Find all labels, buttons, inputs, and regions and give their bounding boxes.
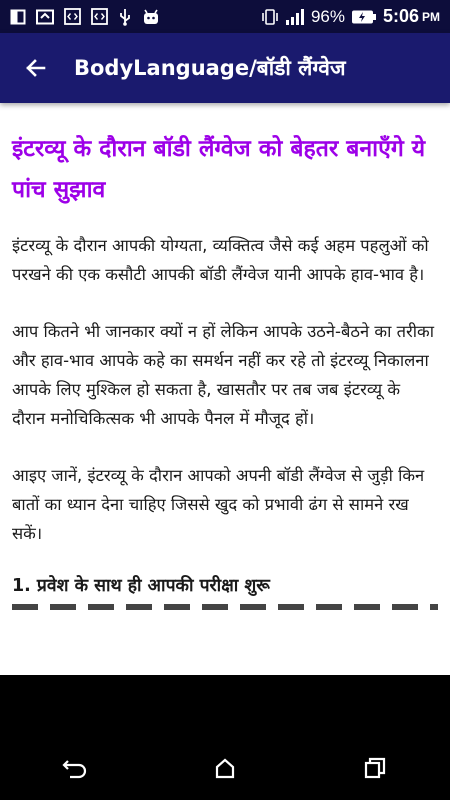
system-status (261, 6, 440, 27)
navigation-bar (0, 735, 450, 800)
article-paragraph: इंटरव्यू के दौरान आपकी योग्यता, व्यक्तित्व जैसे कई अहम पहलुओं को परखने की एक कसौटी आपकी बॉडी लैंग्वेज यानी आपके हाव-भाव है। (12, 236, 429, 284)
signal-icon (285, 9, 305, 25)
article-paragraph: आइए जानें, इंटरव्यू के दौरान आपको अपनी बॉडी लैंग्वेज से जुड़ी किन बातों का ध्यान देना चाहिए जिससे खुद को प्रभावी ढंग से सामने रख सकें। (12, 466, 425, 543)
back-nav-icon (62, 757, 88, 779)
battery-percent: 96% (310, 6, 345, 26)
square-notification-icon (10, 9, 26, 25)
clock-time: 5:06 (382, 6, 419, 26)
back-nav-button[interactable] (45, 743, 105, 793)
recents-nav-button[interactable] (345, 743, 405, 793)
home-nav-icon (214, 757, 236, 779)
home-nav-button[interactable] (195, 743, 255, 793)
clock-ampm: PM (422, 9, 440, 24)
article-content[interactable] (0, 103, 450, 675)
article-title: इंटरव्यू के दौरान बॉडी लैंग्वेज को बेहतर बनाएँगे ये पांच सुझाव (12, 136, 426, 203)
cut-off-text-line (12, 604, 438, 618)
status-bar (0, 0, 450, 33)
code-icon (91, 8, 108, 25)
battery-charging-icon (351, 9, 377, 25)
cast-icon (36, 9, 54, 25)
usb-icon (118, 8, 132, 26)
app-title: BodyLanguage/बॉडी लैंग्वेज (74, 56, 346, 80)
code-icon (64, 8, 81, 25)
empty-black-area (0, 675, 450, 735)
app-bar (0, 33, 450, 103)
arrow-left-icon (24, 56, 48, 80)
article-paragraph: आप कितने भी जानकार क्यों न हों लेकिन आपके उठने-बैठने का तरीका और हाव-भाव आपके कहे का समर्थन नहीं कर रहे तो इंटरव्यू निकालना आपके लिए मुश्किल हो सकता है, खासतौर पर तब जब इंटरव्यू के दौरान मनोचिकित्सक भी आपके पैनल में मौजूद हों। (12, 322, 434, 428)
recents-nav-icon (364, 757, 386, 779)
android-icon (142, 8, 160, 26)
back-button[interactable] (8, 40, 64, 96)
article-subheading: 1. प्रवेश के साथ ही आपकी परीक्षा शुरू (12, 576, 270, 596)
notification-icons (10, 8, 160, 26)
vibrate-icon (261, 9, 279, 25)
